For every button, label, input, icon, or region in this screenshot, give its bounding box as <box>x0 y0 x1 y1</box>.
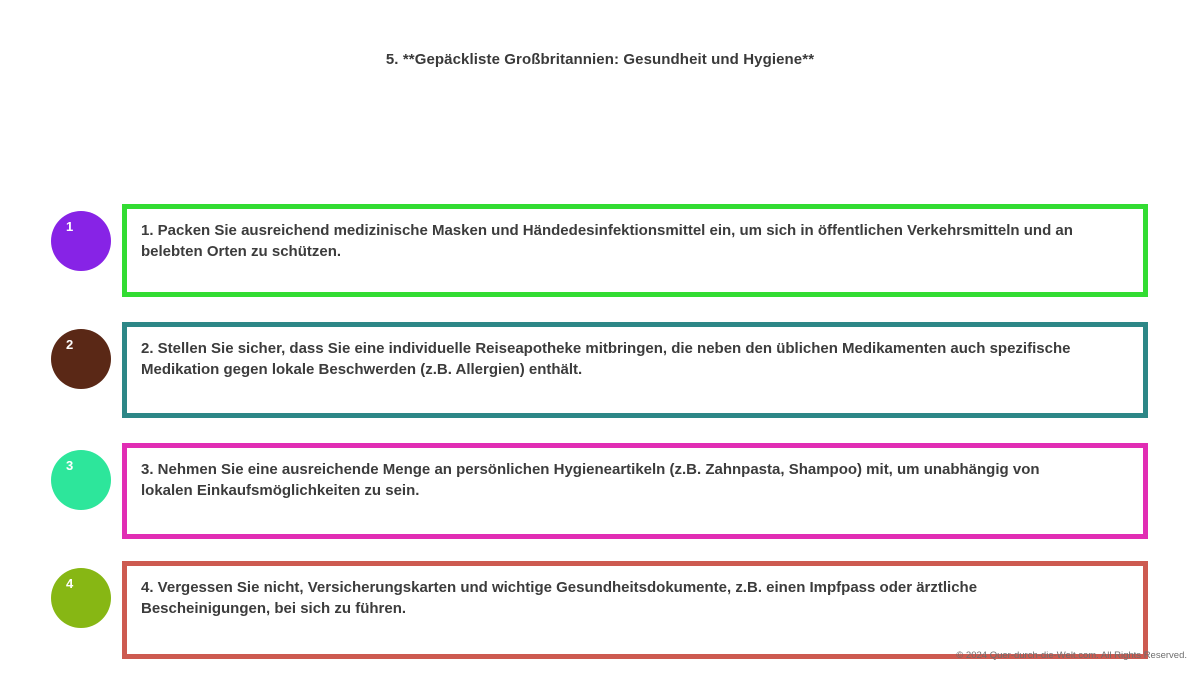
item-text: 1. Packen Sie ausreichend medizinische Masken und Händedesinfektionsmittel ein, um sich in öffentlichen Verkehrsmitteln und an belebten Orten zu schützen. <box>141 222 1073 260</box>
item-text: 3. Nehmen Sie eine ausreichende Menge an persönlichen Hygieneartikeln (z.B. Zahnpasta, Shampoo) mit, um unabhängig von lokalen Einkaufsmöglichkeiten zu sein. <box>141 461 1040 499</box>
item-box <box>122 322 1148 418</box>
page-title: 5. **Gepäckliste Großbritannien: Gesundheit und Hygiene** <box>385 51 815 68</box>
item-number-badge: 4 <box>51 568 111 628</box>
item-box <box>122 204 1148 297</box>
item-text: 2. Stellen Sie sicher, dass Sie eine individuelle Reiseapotheke mitbringen, die neben den üblichen Medikamenten auch spezifische Medikation gegen lokale Beschwerden (z.B. Allergien) enthält. <box>141 340 1071 378</box>
item-number-badge: 2 <box>51 329 111 389</box>
item-text: 4. Vergessen Sie nicht, Versicherungskarten und wichtige Gesundheitsdokumente, z.B. einen Impfpass oder ärztliche Bescheinigungen, bei sich zu führen. <box>141 579 978 617</box>
item-number-badge: 1 <box>51 211 111 271</box>
item-box <box>122 561 1148 659</box>
item-number-badge: 3 <box>51 450 111 510</box>
item-box <box>122 443 1148 539</box>
copyright-text: © 2024 Quer-durch-die-Welt.com. All Rights Reserved. <box>956 650 1187 661</box>
